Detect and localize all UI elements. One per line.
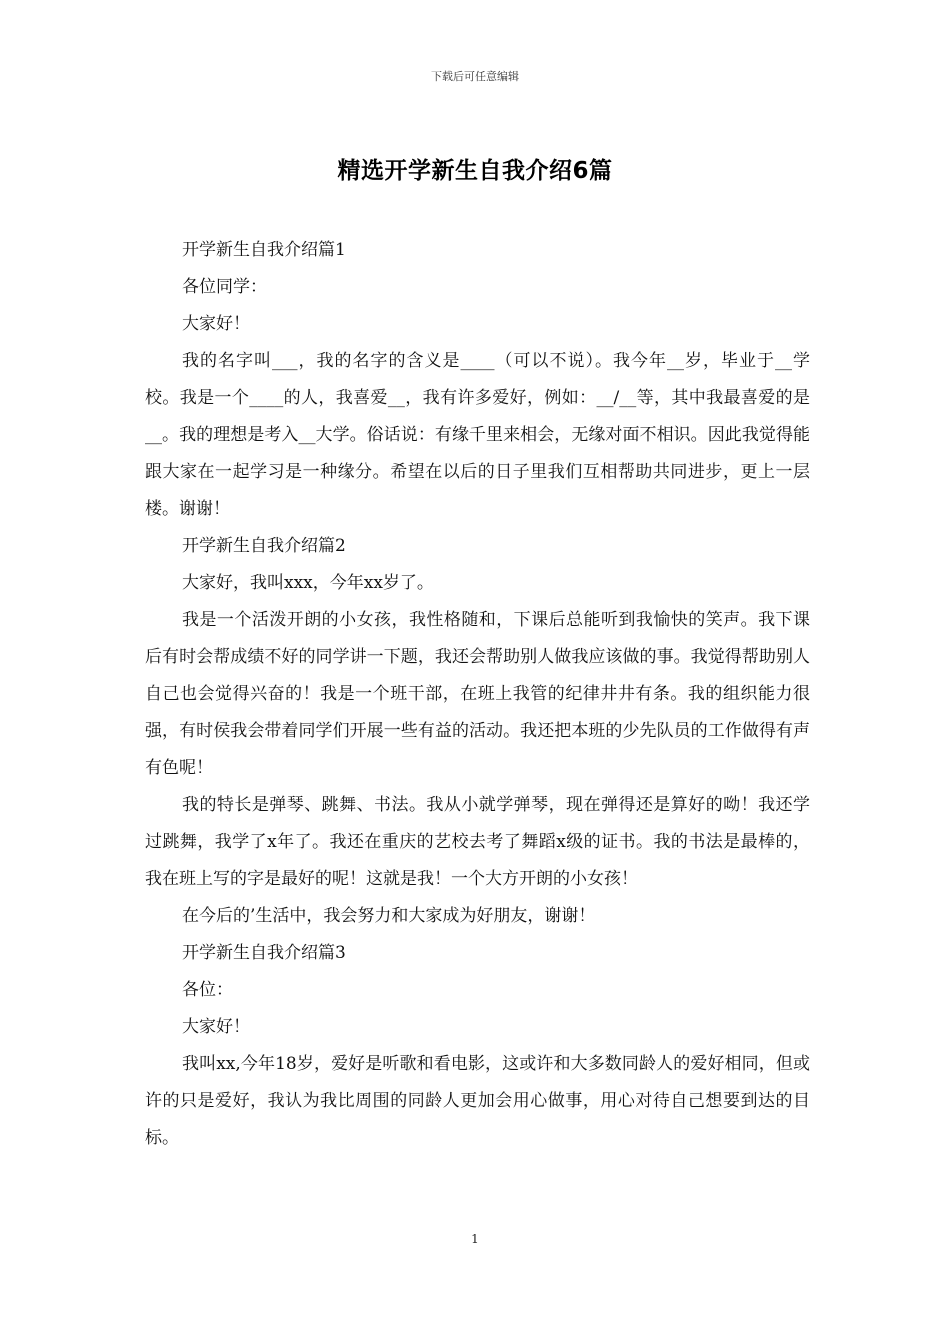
page-number: 1 [471, 1232, 479, 1246]
salutation: 各位： [182, 980, 233, 1000]
page-header: 下载后可任意编辑 [431, 70, 519, 83]
body-paragraph: 在今后的’生活中，我会努力和大家成为好朋友，谢谢！ [182, 906, 596, 926]
salutation: 各位同学： [182, 277, 267, 297]
section-heading-1: 开学新生自我介绍篇1 [182, 240, 346, 260]
body-paragraph: 我的特长是弹琴、跳舞、书法。我从小就学弹琴，现在弹得还是算好的呦！我还学过跳舞，我学了x年了。我还在重庆的艺校去考了舞蹈x级的证书。我的书法是最棒的，我在班上写的字是最好的呢！这就是我！一个大方开朗的小女孩！ [145, 795, 810, 889]
section-heading-2: 开学新生自我介绍篇2 [182, 536, 346, 556]
body-paragraph: 我是一个活泼开朗的小女孩，我性格随和，下课后总能听到我愉快的笑声。我下课后有时会帮成绩不好的同学讲一下题，我还会帮助别人做我应该做的事。我觉得帮助别人自己也会觉得兴奋的！我是一个班干部，在班上我管的纪律井井有条。我的组织能力很强，有时侯我会带着同学们开展一些有益的活动。我还把本班的少先队员的工作做得有声有色呢！ [145, 610, 810, 778]
document-body [145, 232, 810, 1157]
greeting: 大家好！ [182, 1017, 250, 1037]
section-heading-3: 开学新生自我介绍篇3 [182, 943, 346, 963]
body-paragraph: 我叫xx,今年18岁，爱好是听歌和看电影，这或许和大多数同龄人的爱好相同，但或许的只是爱好，我认为我比周围的同龄人更加会用心做事，用心对待自己想要到达的目标。 [145, 1054, 810, 1148]
greeting: 大家好！ [182, 314, 250, 334]
document-title: 精选开学新生自我介绍6篇 [337, 158, 613, 184]
greeting: 大家好，我叫xxx，今年xx岁了。 [182, 573, 434, 593]
body-paragraph: 我的名字叫___，我的名字的含义是____（可以不说）。我今年__岁，毕业于__学校。我是一个____的人，我喜爱__，我有许多爱好，例如：__/__等，其中我最喜爱的是__。我的理想是考入__大学。俗话说：有缘千里来相会，无缘对面不相识。因此我觉得能跟大家在一起学习是一种缘分。希望在以后的日子里我们互相帮助共同进步，更上一层楼。谢谢！ [145, 351, 810, 519]
